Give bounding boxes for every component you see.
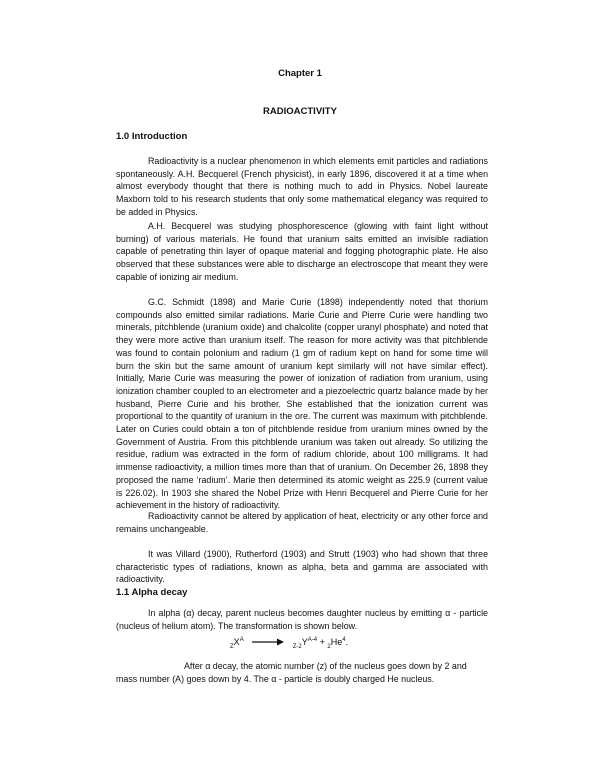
section-heading-alpha-decay: 1.1 Alpha decay: [116, 587, 188, 598]
paragraph-3: G.C. Schmidt (1898) and Marie Curie (1898) independently noted that thorium compounds also emitted similar radiations. Marie Curie and Pierre Curie were handling two minerals, pitchblende (uranium oxide) and chalcolite (copper uranyl phosphate) and noted that they were more active than uranium itself. The reason for more activity was that pitchblende was found to contain polonium and radium (1 gm of radium kept on hand for some time will burn the skin but the same amount of uranium kept similarly will not have similar effect). Initially, Marie Curie was measuring the power of ionization of radiation from uranium, using ionization chamber coupled to an electrometer and a piezoelectric quartz balance made by her husband, Pierre Curie and his brother. She established that the ionization current was proportional to the quantity of uranium in the ore. The current was maximum with pitchblende. Later on Curies could obtain a ton of pitchblende residue from uranium mines owned by the Government of Austria. From this pitchblende uranium was taken out already. So utilizing the residue, radium was extracted in the form of radium chloride, about 100 milligrams. It had immense radioactivity, a million times more than that of uranium. On December 26, 1898 they proposed the name ‘radium’. Marie then determined its atomic weight as 225.9 (current value is 226.02). In 1903 she shared the Nobel Prize with Henri Becquerel and Pierre Curie for her achievement in the history of radioactivity.: [116, 297, 488, 511]
chapter-title: RADIOACTIVITY: [263, 106, 337, 117]
helium-atomic-number: 2: [327, 643, 331, 650]
paragraph-1: Radioactivity is a nuclear phenomenon in which elements emit particles and radiations spontaneously. A.H. Becquerel (French physicist), in early 1896, discovered it at a time when almost everybody thought that there is nothing much to add in Physics. Nobel laureate Maxborn told to his research students that only some mathematical elegancy was required to be added in Physics.: [116, 156, 488, 217]
paragraph-6: In alpha (α) decay, parent nucleus becomes daughter nucleus by emitting α - particle (nucleus of helium atom). The transformation is shown below.: [116, 608, 488, 631]
paragraph-5: It was Villard (1900), Rutherford (1903) and Strutt (1903) who had shown that three characteristic types of radiations, known as alpha, beta and gamma are associated with radioactivity.: [116, 549, 488, 585]
arrow-icon: [252, 638, 284, 648]
parent-mass-number: A: [239, 637, 244, 643]
chapter-label: Chapter 1: [278, 68, 322, 79]
helium-symbol: He: [330, 637, 343, 647]
section-heading-introduction: 1.0 Introduction: [116, 131, 188, 142]
daughter-mass-number: A-4: [307, 637, 318, 643]
paragraph-7: After α decay, the atomic number (z) of the nucleus goes down by 2 and mass number (A) goes down by 4. The α - particle is doubly charged He nucleus.: [116, 661, 467, 684]
plus-sign: +: [317, 637, 328, 647]
daughter-symbol: Y: [301, 637, 308, 647]
daughter-atomic-number: Z-2: [292, 643, 302, 650]
equation-end: .: [345, 637, 349, 647]
alpha-decay-equation: [230, 637, 348, 650]
paragraph-4: Radioactivity cannot be altered by application of heat, electricity or any other force and remains unchangeable.: [116, 511, 488, 534]
parent-symbol: X: [233, 637, 240, 647]
parent-atomic-number: Z: [230, 643, 234, 650]
paragraph-2: A.H. Becquerel was studying phosphorescence (glowing with faint light without burning) of various materials. He found that uranium salts emitted an invisible radiation capable of penetrating thin layer of opaque material and fogging photographic plate. He also observed that these substances were able to discharge an electroscope that meant they were capable of ionizing air medium.: [116, 221, 488, 282]
paragraph-7-container: [116, 660, 488, 685]
helium-mass-number: 4: [342, 637, 346, 643]
